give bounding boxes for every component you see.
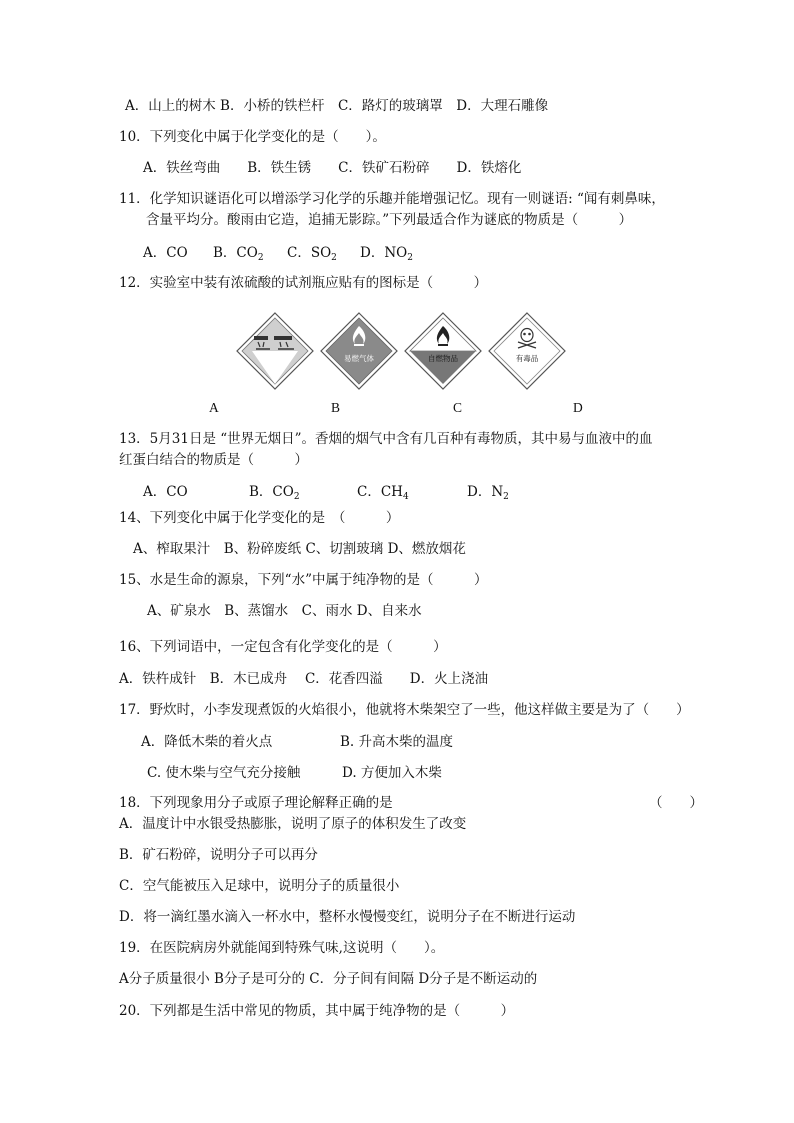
q13-option-a: A．CO [143,484,188,500]
q17-option-d: D. 方便加入木柴 [342,765,442,781]
q9-options: A．山上的树木 B．小桥的铁栏杆 C．路灯的玻璃罩 D．大理石雕像 [125,98,549,114]
q11-option-a: A．CO [143,245,188,261]
q13-option-d: D．$N_2$ [467,484,509,502]
q12-option-letter-c: C [453,400,463,415]
q11-stem-line1: 11．化学知识谜语化可以增添学习化学的乐趣并能增强记忆。现有一则谜语: “闻有刺鼻味， [119,191,665,207]
q11-option-d: D．$NO_2$ [360,245,413,263]
q18-option-b: B．矿石粉碎，说明分子可以再分 [119,847,318,863]
q12-option-letter-a: A [209,400,219,415]
q17-stem: 17．野炊时，小李发现煮饭的火焰很小，他就将木柴架空了一些，他这样做主要是为了（ ） [119,702,690,718]
q11-option-c: C．$SO_2$ [287,245,337,263]
q10-stem: 10．下列变化中属于化学变化的是（ ）。 [119,129,386,145]
q13-option-c: C．$CH_4$ [357,484,409,502]
spontaneous-combustion-hazard-sign [404,312,482,390]
q17-option-c: C. 使木柴与空气充分接触 [147,765,301,781]
q14-stem: 14、下列变化中属于化学变化的是 （ ） [119,510,400,526]
q17-option-b: B. 升高木柴的温度 [340,734,454,750]
q13-stem-line1: 13．5月31日是 “世界无烟日”。香烟的烟气中含有几百种有毒物质，其中易与血液中的血 [119,431,653,447]
q16-stem: 16、下列词语中，一定包含有化学变化的是（ ） [119,639,447,655]
q11-stem-line2: 含量平均分。酸雨由它造，追捕无影踪。”下列最适合作为谜底的物质是（ ） [146,212,633,228]
q11-option-b: B．$CO_2$ [213,245,264,263]
flammable-gas-hazard-sign [320,312,398,390]
q12-option-letter-b: B [331,400,341,415]
q18-option-d: D．将一滴红墨水滴入一杯水中，整杯水慢慢变红，说明分子在不断进行运动 [119,909,576,925]
q16-options: A．铁杵成针 B．木已成舟 C．花香四溢 D．火上浇油 [119,671,489,687]
q14-options: A、榨取果汁 B、粉碎废纸 C、切割玻璃 D、燃放烟花 [133,541,466,557]
corrosive-hazard-sign [236,312,314,390]
q18-stem: 18．下列现象用分子或原子理论解释正确的是 [119,795,393,811]
q13-option-b: B．$CO_2$ [249,484,300,502]
q15-stem: 15、水是生命的源泉，下列“水”中属于纯净物的是（ ） [119,572,488,588]
hazard-sign-row [236,312,566,390]
q13-stem-line2: 红蛋白结合的物质是（ ） [119,452,308,468]
toxic-hazard-sign [488,312,566,390]
hazard-label-spontaneous-combustion: 自燃物品 [428,354,458,363]
q12-option-letter-d: D [573,400,583,415]
q18-answer-paren: （ ） [649,795,703,811]
q10-options: A．铁丝弯曲 B．铁生锈 C．铁矿石粉碎 D．铁熔化 [143,160,522,176]
q18-option-a: A．温度计中水银受热膨胀，说明了原子的体积发生了改变 [119,816,467,832]
q12-stem: 12．实验室中装有浓硫酸的试剂瓶应贴有的图标是（ ） [119,275,488,291]
q19-stem: 19．在医院病房外就能闻到特殊气味,这说明（ ）。 [119,940,445,956]
q20-stem: 20．下列都是生活中常见的物质，其中属于纯净物的是（ ） [119,1003,515,1019]
q18-option-c: C．空气能被压入足球中，说明分子的质量很小 [119,878,400,894]
hazard-label-flammable-gas: 易燃气体 [344,354,374,363]
q15-options: A、矿泉水 B、蒸馏水 C、雨水 D、自来水 [147,603,422,619]
hazard-label-corrosive: 腐蚀品 [263,354,287,363]
hazard-label-toxic: 有毒品 [515,354,539,363]
q19-options: A分子质量很小 B分子是可分的 C．分子间有间隔 D分子是不断运动的 [119,971,538,987]
q17-option-a: A．降低木柴的着火点 [141,734,273,750]
